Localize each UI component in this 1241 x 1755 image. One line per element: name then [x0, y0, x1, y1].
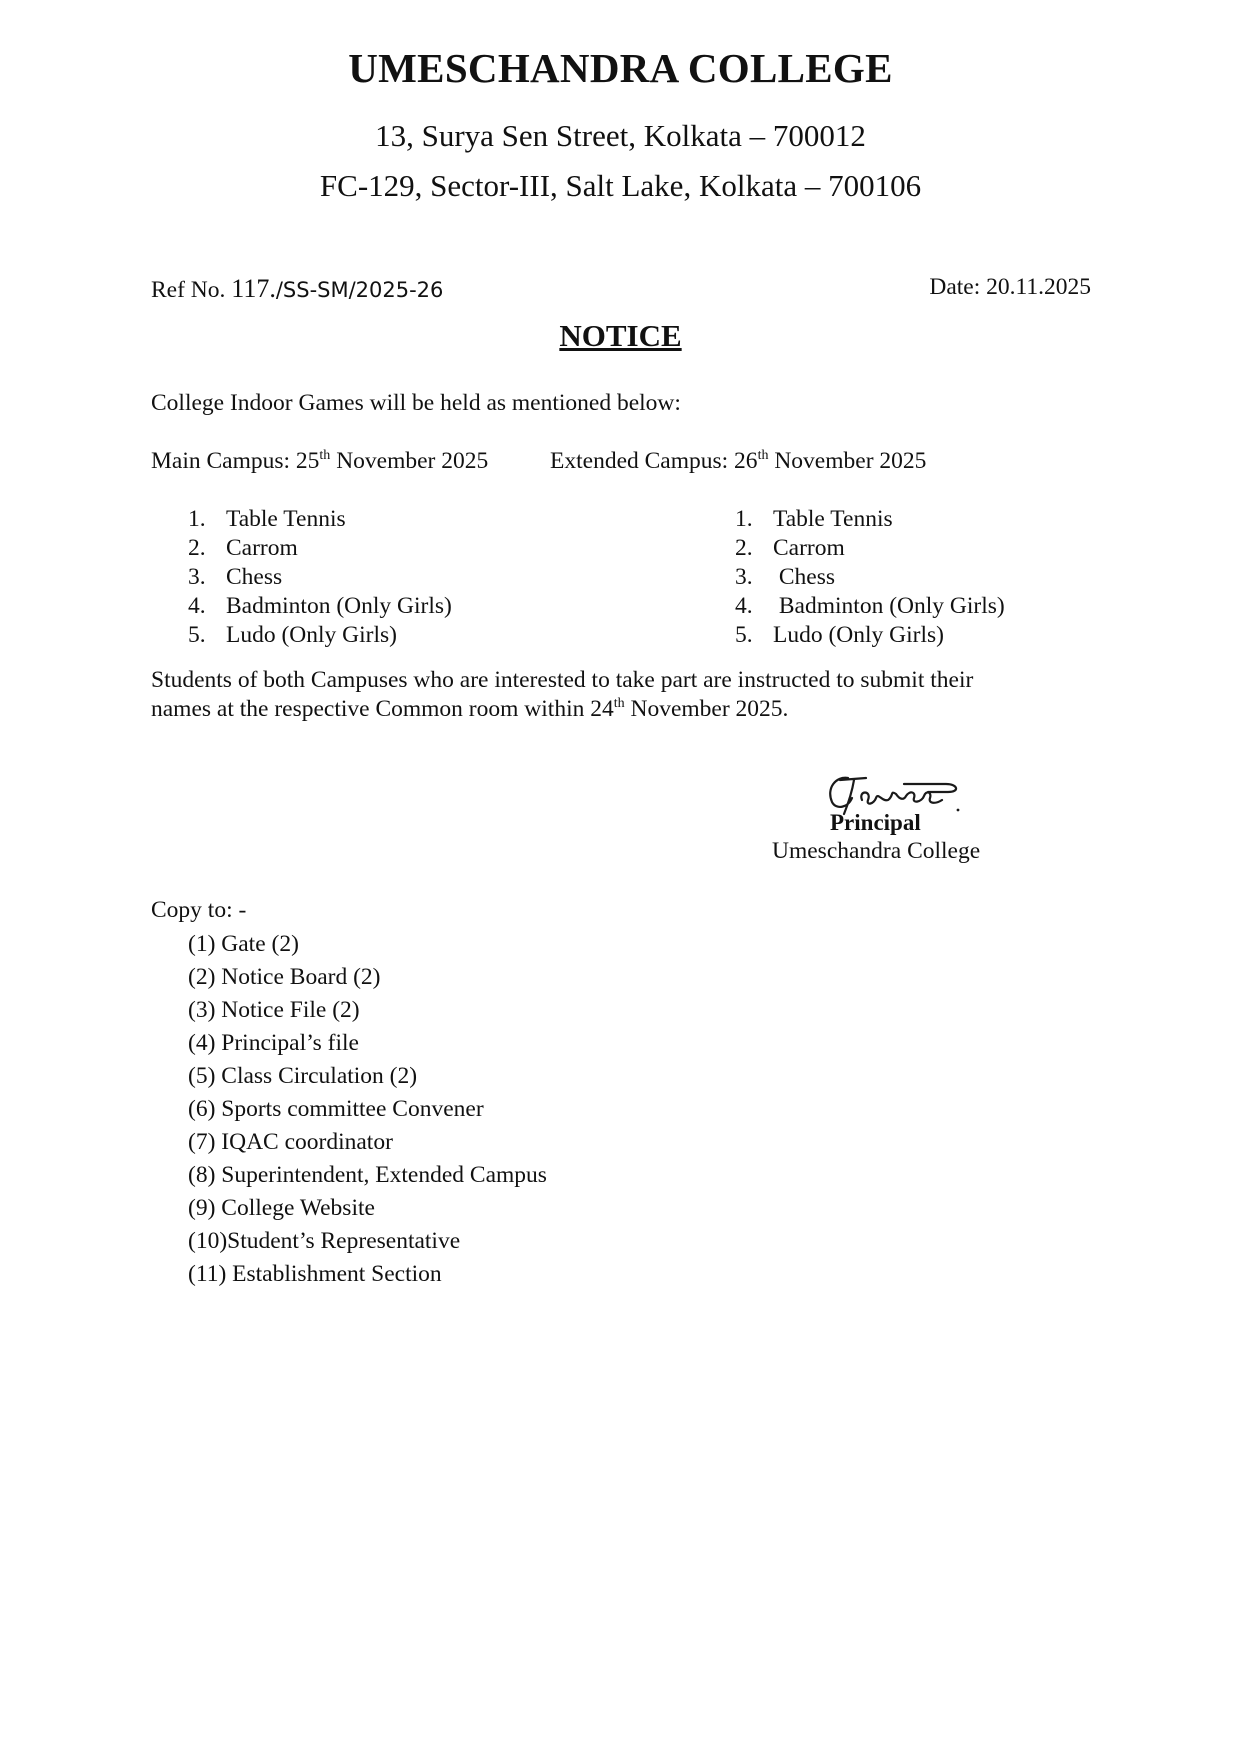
- copy-to-item: (9) College Website: [188, 1195, 375, 1221]
- game-list-item: [188, 563, 452, 592]
- game-number: 2.: [188, 535, 206, 561]
- game-list-item: [188, 592, 452, 621]
- game-name: Table Tennis: [226, 506, 346, 532]
- instruction-line2-b: November 2025.: [624, 696, 789, 722]
- intro-text: College Indoor Games will be held as mentioned below:: [151, 390, 681, 416]
- copy-to-item: (8) Superintendent, Extended Campus: [188, 1162, 547, 1188]
- copy-to-item: (4) Principal’s file: [188, 1030, 359, 1056]
- extended-campus-sup: th: [757, 448, 769, 464]
- copy-to-item: (11) Establishment Section: [188, 1261, 442, 1287]
- game-number: 1.: [735, 506, 753, 532]
- instruction-line2-sup: th: [613, 696, 625, 712]
- game-number: 2.: [735, 535, 753, 561]
- game-list-item: [735, 621, 1005, 650]
- copy-to-item: (10)Student’s Representative: [188, 1228, 461, 1254]
- copy-to-label: Copy to: -: [151, 897, 247, 923]
- signatory-title: Principal: [830, 810, 921, 835]
- main-campus-sup: th: [319, 448, 331, 464]
- ref-code: /SS-SM/2025-26: [275, 278, 444, 302]
- main-campus-rest: November 2025: [330, 448, 489, 474]
- copy-to-item: (7) IQAC coordinator: [188, 1129, 393, 1155]
- game-number: 4.: [735, 593, 753, 619]
- signatory-college: Umeschandra College: [772, 838, 981, 864]
- game-name: Chess: [773, 564, 836, 590]
- notice-heading: NOTICE: [559, 318, 682, 353]
- game-name: Table Tennis: [773, 506, 893, 532]
- game-number: 5.: [188, 622, 206, 648]
- game-list-item: [188, 621, 452, 650]
- game-name: Ludo (Only Girls): [226, 622, 398, 648]
- copy-to-item: (5) Class Circulation (2): [188, 1063, 418, 1089]
- address-line-main: 13, Surya Sen Street, Kolkata – 700012: [375, 118, 866, 153]
- extended-campus-games: [735, 505, 1005, 650]
- extended-campus-label: Extended Campus: 26: [550, 448, 758, 474]
- copy-to-list: [188, 928, 547, 1291]
- game-list-item: [735, 534, 1005, 563]
- game-list-item: [735, 592, 1005, 621]
- game-number: 5.: [735, 622, 753, 648]
- college-name: UMESCHANDRA COLLEGE: [348, 45, 893, 91]
- extended-campus-rest: November 2025: [768, 448, 927, 474]
- instruction-line2-a: names at the respective Common room within 24: [151, 696, 614, 722]
- game-list-item: [735, 505, 1005, 534]
- copy-to-item: (3) Notice File (2): [188, 997, 360, 1023]
- copy-to-item: (6) Sports committee Convener: [188, 1096, 484, 1122]
- main-campus-label: Main Campus: 25: [151, 448, 320, 474]
- copy-to-item: (1) Gate (2): [188, 931, 299, 957]
- game-number: 3.: [735, 564, 753, 590]
- ref-prefix: Ref No.: [151, 277, 232, 303]
- game-name: Badminton (Only Girls): [226, 593, 452, 619]
- game-name: Badminton (Only Girls): [773, 593, 1005, 619]
- ref-num: 117.: [231, 274, 276, 303]
- game-name: Carrom: [226, 535, 298, 561]
- copy-to-item: (2) Notice Board (2): [188, 964, 381, 990]
- game-name: Ludo (Only Girls): [773, 622, 945, 648]
- game-number: 3.: [188, 564, 206, 590]
- reference-number: [151, 274, 443, 304]
- extended-campus-date: [550, 448, 926, 475]
- game-number: 4.: [188, 593, 206, 619]
- instruction-line1: Students of both Campuses who are interested to take part are instructed to submit their: [151, 667, 974, 693]
- game-number: 1.: [188, 506, 206, 532]
- instruction-paragraph: [151, 666, 1111, 724]
- instruction-line2: [151, 695, 1111, 724]
- main-campus-date: [151, 448, 488, 475]
- game-list-item: [735, 563, 1005, 592]
- address-line-extended: FC-129, Sector-III, Salt Lake, Kolkata – 700106: [319, 168, 922, 203]
- game-name: Carrom: [773, 535, 845, 561]
- main-campus-games: [188, 505, 452, 650]
- game-list-item: [188, 534, 452, 563]
- notice-date: Date: 20.11.2025: [929, 274, 1091, 300]
- game-list-item: [188, 505, 452, 534]
- game-name: Chess: [226, 564, 283, 590]
